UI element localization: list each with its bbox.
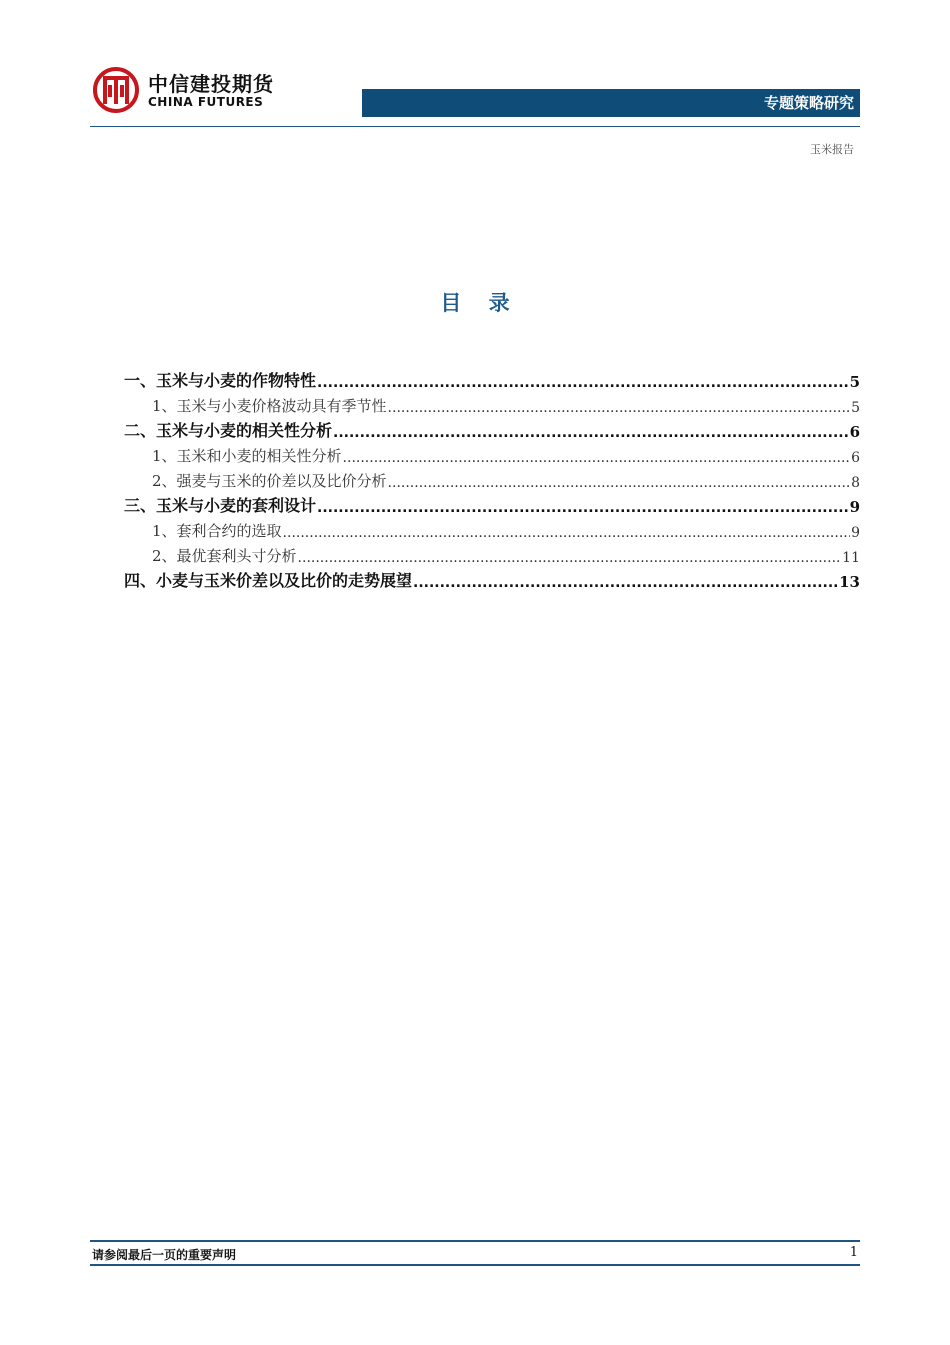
toc-entry-label: 1、玉米和小麦的相关性分析 xyxy=(152,447,342,465)
header-divider xyxy=(90,126,860,127)
toc-entry-label: 2、强麦与玉米的价差以及比价分析 xyxy=(152,472,387,490)
toc-dot-leader xyxy=(333,422,849,441)
toc-entry[interactable] xyxy=(124,516,860,541)
footer-divider-top xyxy=(90,1240,860,1242)
report-category-bar: 专题策略研究 xyxy=(362,89,860,117)
toc-entry-page: 6 xyxy=(849,423,860,441)
toc-entry[interactable] xyxy=(124,566,860,591)
toc-dot-leader xyxy=(343,448,851,466)
toc-entry-label: 1、玉米与小麦价格波动具有季节性 xyxy=(152,397,387,415)
toc-entry-page: 9 xyxy=(851,525,860,541)
toc-entry-label: 二、玉米与小麦的相关性分析 xyxy=(124,421,333,440)
toc-dot-leader xyxy=(317,372,849,391)
toc-entry[interactable] xyxy=(124,391,860,416)
toc-entry-page: 9 xyxy=(849,498,860,516)
disclaimer-note: 请参阅最后一页的重要声明 xyxy=(92,1248,237,1262)
toc-dot-leader xyxy=(413,572,838,591)
toc-dot-leader xyxy=(298,548,842,566)
page-header xyxy=(90,62,860,128)
toc-entry[interactable] xyxy=(124,491,860,516)
toc-entry-label: 三、玉米与小麦的套利设计 xyxy=(124,496,317,515)
toc-dot-leader xyxy=(317,497,849,516)
toc-entry[interactable] xyxy=(124,541,860,566)
toc-entry-label: 1、套利合约的选取 xyxy=(152,522,282,540)
company-name-cn: 中信建投期货 xyxy=(148,72,274,96)
toc-entry-label: 一、玉米与小麦的作物特性 xyxy=(124,371,317,390)
company-name-en: CHINA FUTURES xyxy=(148,95,264,109)
table-of-contents xyxy=(124,366,860,591)
toc-entry-page: 8 xyxy=(851,475,860,491)
toc-entry-label: 2、最优套利头寸分析 xyxy=(152,547,297,565)
toc-entry[interactable] xyxy=(124,366,860,391)
page-number: 1 xyxy=(849,1245,858,1260)
toc-entry-label: 四、小麦与玉米价差以及比价的走势展望 xyxy=(124,571,413,590)
toc-entry-page: 5 xyxy=(851,400,860,416)
toc-entry[interactable] xyxy=(124,416,860,441)
toc-dot-leader xyxy=(388,398,851,416)
toc-entry-page: 6 xyxy=(851,450,860,466)
toc-entry-page: 13 xyxy=(839,573,860,591)
citic-logo-icon xyxy=(93,67,139,113)
toc-entry[interactable] xyxy=(124,466,860,491)
toc-entry-page: 5 xyxy=(849,373,860,391)
toc-dot-leader xyxy=(283,523,851,541)
toc-dot-leader xyxy=(388,473,851,491)
toc-entry-page: 11 xyxy=(842,550,860,566)
footer-divider-bottom xyxy=(90,1264,860,1266)
toc-entry[interactable] xyxy=(124,441,860,466)
toc-title: 目 录 xyxy=(440,291,520,315)
report-type-label: 玉米报告 xyxy=(810,143,854,156)
